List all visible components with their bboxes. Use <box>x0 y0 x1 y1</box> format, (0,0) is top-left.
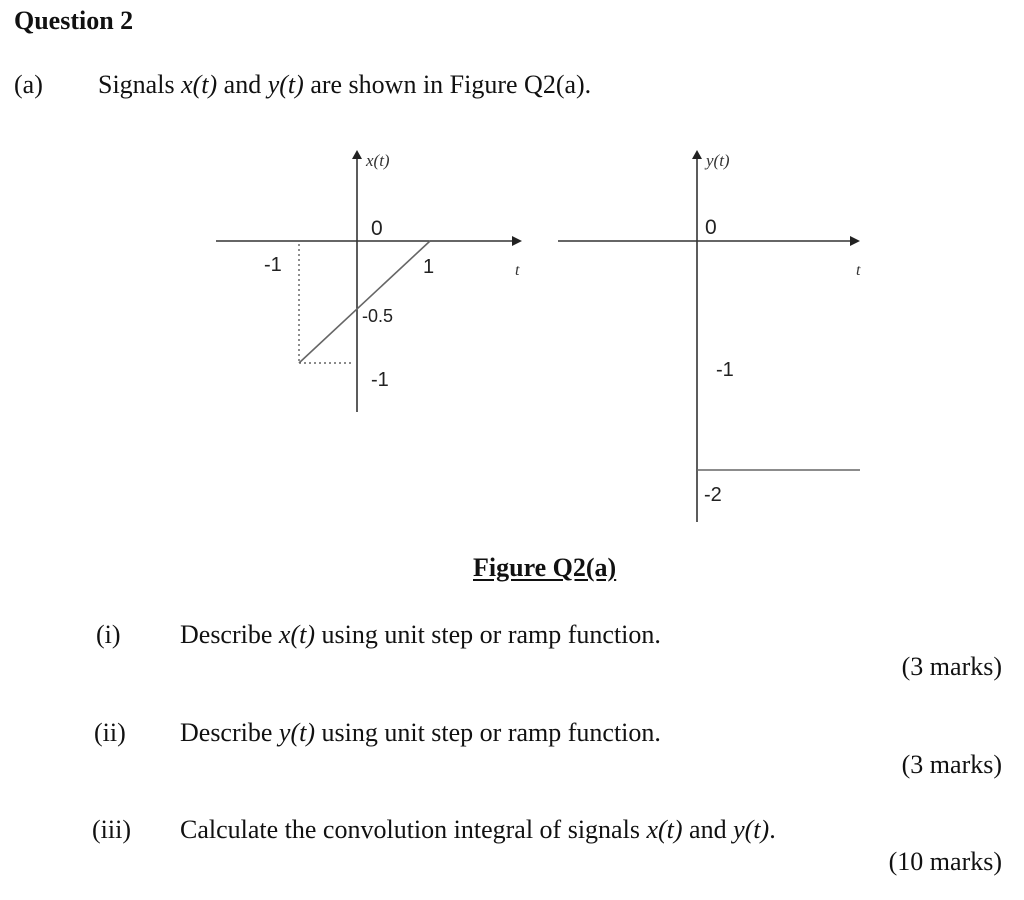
x-plot-origin-label: 0 <box>371 217 383 240</box>
question-title: Question 2 <box>14 6 134 35</box>
subpart-ii-post: using unit step or ramp function. <box>315 718 661 747</box>
subpart-iii-pre: Calculate the convolution integral of signals <box>180 815 647 844</box>
x-symbol: x(t) <box>181 70 218 99</box>
subpart-i-symbol: x(t) <box>278 620 315 649</box>
subpart-ii-label: (ii) <box>94 718 126 747</box>
y-plot-horizontal-arrow-icon <box>850 236 860 246</box>
intro-text-post: are shown in Figure Q2(a). <box>303 70 592 99</box>
subpart-iii-post: . <box>769 815 776 844</box>
subpart-ii-symbol: y(t) <box>278 718 315 747</box>
subpart-iii-mid: and <box>682 815 734 844</box>
subpart-i-post: using unit step or ramp function. <box>315 620 661 649</box>
subpart-ii-marks: (3 marks) <box>901 750 1002 779</box>
x-plot-ramp-line <box>299 241 430 363</box>
y-plot-value-neg2: -2 <box>704 484 722 506</box>
x-plot-tick-neg1: -1 <box>264 254 282 276</box>
part-a-intro <box>98 70 591 100</box>
subpart-iii-marks: (10 marks) <box>888 847 1002 876</box>
subpart-i-label: (i) <box>96 620 121 649</box>
y-signal-plot <box>550 140 870 530</box>
x-plot-t-label: t <box>515 262 520 279</box>
x-plot-value-neg1: -1 <box>371 369 389 391</box>
x-plot-horizontal-arrow-icon <box>512 236 522 246</box>
x-plot-value-neg05: -0.5 <box>362 306 394 326</box>
subpart-i-text <box>180 620 661 650</box>
figure-caption: Figure Q2(a) <box>473 553 617 582</box>
x-plot-vertical-arrow-icon <box>352 150 362 159</box>
y-plot-t-label: t <box>856 262 861 279</box>
intro-text-mid: and <box>217 70 268 99</box>
part-a-label: (a) <box>14 70 43 99</box>
subpart-ii-text <box>180 718 661 748</box>
y-plot-axis-label: y(t) <box>706 151 730 170</box>
subpart-ii-pre: Describe <box>180 718 279 747</box>
intro-text-pre: Signals <box>98 70 182 99</box>
x-signal-plot <box>200 140 540 430</box>
x-plot-axis-label: x(t) <box>366 151 390 170</box>
y-plot-origin-label: 0 <box>705 216 717 239</box>
x-plot-tick-pos1: 1 <box>423 256 435 278</box>
subpart-i-marks: (3 marks) <box>901 652 1002 681</box>
subpart-iii-label: (iii) <box>92 815 131 844</box>
subpart-i-pre: Describe <box>180 620 279 649</box>
y-symbol: y(t) <box>267 70 304 99</box>
subpart-iii-symbol-y: y(t) <box>733 815 770 844</box>
subpart-iii-text <box>180 815 776 845</box>
y-plot-value-neg1: -1 <box>716 359 734 381</box>
subpart-iii-symbol-x: x(t) <box>646 815 683 844</box>
y-plot-vertical-arrow-icon <box>692 150 702 159</box>
